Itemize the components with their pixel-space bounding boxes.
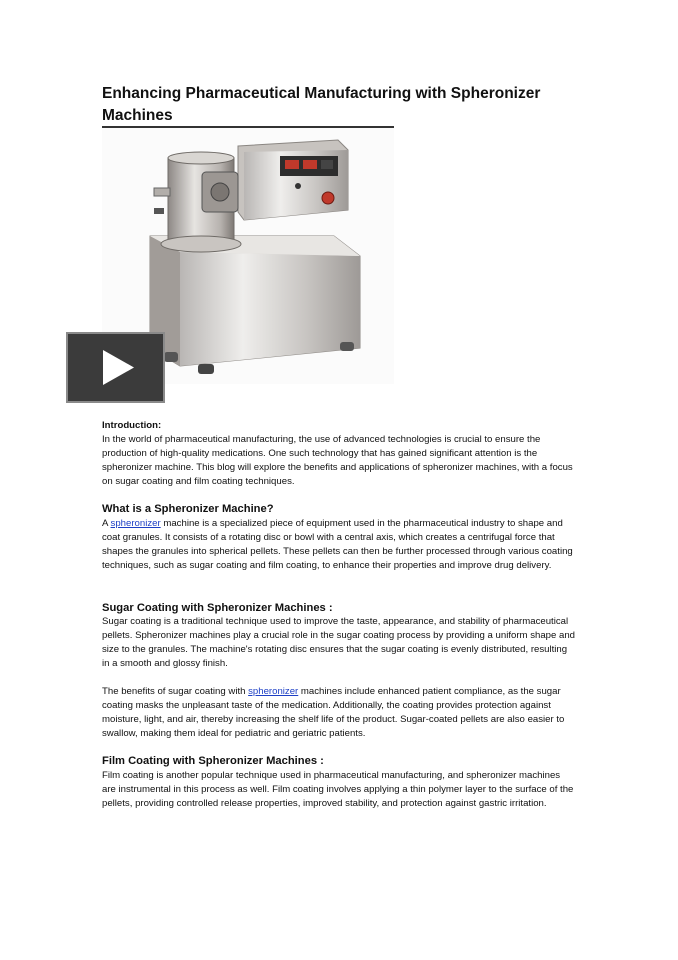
- spheronizer-link[interactable]: spheronizer: [110, 518, 161, 529]
- what-is-text-post: machine is a specialized piece of equipment used in the pharmaceutical industry to shape and coat granules. It consists of a rotating disc or bowl with a central axis, which creates a centrifugal force that shapes the granules into spherical pellets. These pellets can then be further processed through various coating techniques, such as sugar coating and film coating, to enhance their properties and improve drug delivery.: [102, 518, 573, 571]
- section-heading-sugar-coating: Sugar Coating with Spheronizer Machines :: [102, 602, 333, 614]
- section-heading-what-is: What is a Spheronizer Machine?: [102, 503, 274, 515]
- sugar-text-pre: The benefits of sugar coating with: [102, 686, 249, 697]
- intro-text: In the world of pharmaceutical manufacturing, the use of advanced technologies is crucial to ensure the production of high-quality medications. One such technology that has gained significant attention is the spheronizer machine. This blog will explore the benefits and applications of spheronizer machines, with a focus on sugar coating and film coating techniques.: [102, 434, 573, 487]
- intro-label: Introduction:: [102, 420, 162, 431]
- spheronizer-link-2[interactable]: spheronizer: [248, 686, 299, 697]
- sugar-text-post: machines include enhanced patient compliance, as the sugar coating masks the unpleasant taste of the medication. Additionally, the coating provides protection against moisture, light, and air, thereby increasing the shelf life of the product. Sugar-coated pellets are also easier to swallow, making them ideal for pediatric and geriatric patients.: [102, 686, 565, 739]
- sugar-coating-paragraph-1: Sugar coating is a traditional technique used to improve the taste, appearance, and stability of pharmaceutical pellets. Spheronizer machines play a crucial role in the sugar coating process by providing a uniform shape and size to the granules. The machine's rotating disc ensures that the sugar coating is evenly distributed, resulting in a smooth and glossy finish.: [102, 616, 576, 669]
- video-play-button[interactable]: [66, 332, 165, 403]
- page-title: Enhancing Pharmaceutical Manufacturing with Spheronizer Machines: [102, 85, 541, 124]
- play-icon: [103, 350, 134, 385]
- section-heading-film-coating: Film Coating with Spheronizer Machines :: [102, 755, 324, 767]
- what-is-text-pre: A: [102, 518, 111, 529]
- film-coating-paragraph: Film coating is another popular technique used in pharmaceutical manufacturing, and spheronizer machines are instrumental in this process as well. Film coating involves applying a thin polymer layer to the surface of the pellets, providing controlled release properties, improved stability, and protection against gastric irritation.: [102, 770, 574, 809]
- intro-paragraph: [102, 419, 576, 489]
- sugar-coating-paragraph-2: [102, 685, 576, 741]
- what-is-paragraph: [102, 517, 576, 573]
